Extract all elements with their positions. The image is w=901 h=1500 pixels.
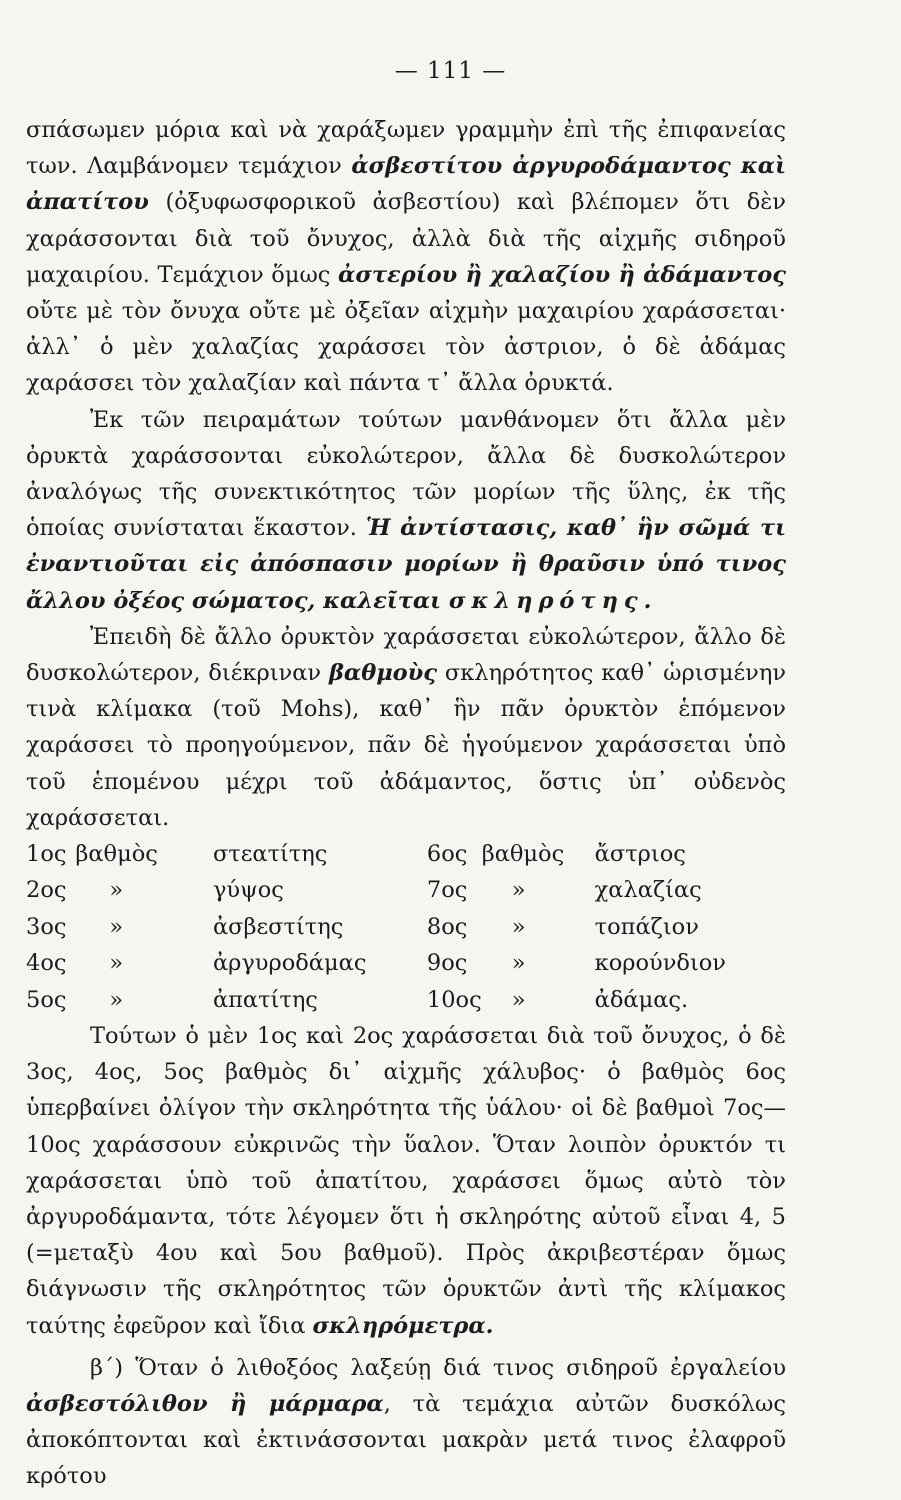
table-row: 4ος » ἀργυροδάμας 9ος » κορούνδιον <box>26 950 726 977</box>
page-text <box>26 112 786 1495</box>
term-hardness: σκληρότης. <box>448 587 658 614</box>
bold-term: ἀστερίου ἢ χαλαζίου ἢ ἀδάμαντος <box>338 261 787 288</box>
bold-term: ἀσβεστόλιθον ἢ μάρμαρα <box>26 1391 384 1418</box>
paragraph-1: σπάσωμεν μόρια καὶ νὰ χαράξωμεν γραμμὴν ἐπὶ τῆς ἐπιφανείας των. Λαμβάνομεν τεμάχιον ἀσβεστίτου ἀργυροδάμαντος καὶ ἀπατίτου (ὀξυφωσφορικοῦ ἀσβεστίου) καὶ βλέπομεν ὅτι δὲν χαράσσονται διὰ τοῦ ὄνυχος, ἀλλὰ διὰ τῆς αἰχμῆς σιδηροῦ μαχαιρίου. Τεμάχιον ὅμως ἀστερίου ἢ χαλαζίου ἢ ἀδάμαντος οὔτε μὲ τὸν ὄνυχα οὔτε μὲ ὀξεῖαν αἰχμὴν μαχαιρίου χαράσσεται· ἀλλ᾽ ὁ μὲν χαλαζίας χαράσσει τὸν ἀστριον, ὁ δὲ ἀδάμας χαράσσει τὸν χαλαζίαν καὶ πάντα τ᾽ ἄλλα ὀρυκτά. <box>26 117 787 397</box>
bold-term: βαθμοὺς <box>328 660 437 687</box>
paragraph-5: β΄) Ὅταν ὁ λιθοξόος λαξεύῃ διά τινος σιδηροῦ ἐργαλείου ἀσβεστόλιθον ἢ μάρμαρα, τὰ τεμάχια αὐτῶν δυσκόλως ἀποκόπτονται καὶ ἐκτινάσσονται μακρὰν μετά τινος ἐλαφροῦ κρότου <box>26 1354 786 1490</box>
table-row: 2ος » γύψος 7ος » χαλαζίας <box>26 877 702 904</box>
paragraph-4: Τούτων ὁ μὲν 1ος καὶ 2ος χαράσσεται διὰ τοῦ ὄνυχος, ὁ δὲ 3ος, 4ος, 5ος βαθμὸς δι᾽ αἰχμῆς χάλυβος· ὁ βαθμὸς 6ος ὑπερβαίνει ὀλίγον τὴν σκληρότητα τῆς ὑάλου· οἱ δὲ βαθμοὶ 7ος—10ος χαράσσουν εὐκρινῶς τὴν ὕαλον. Ὅταν λοιπὸν ὀρυκτόν τι χαράσσεται ὑπὸ τοῦ ἀπατίτου, χαράσσει ὅμως αὐτὸ τὸν ἀργυροδάμαντα, τότε λέγομεν ὅτι ἡ σκληρότης αὐτοῦ εἶναι 4, 5 (=μεταξὺ 4ου καὶ 5ου βαθμοῦ). Πρὸς ἀκριβεστέραν ὅμως διάγνωσιν τῆς σκληρότητος τῶν ὀρυκτῶν ἀντὶ τῆς κλίμακος ταύτης ἐφεῦρον καὶ ἴδια σκληρόμετρα. <box>26 1023 786 1339</box>
table-row: 1ος βαθμὸς στεατίτης 6ος βαθμὸς ἄστριος <box>26 841 686 868</box>
bold-term: σκληρόμετρα. <box>312 1312 494 1339</box>
paragraph-2: Ἐκ τῶν πειραμάτων τούτων μανθάνομεν ὅτι ἄλλα μὲν ὀρυκτὰ χαράσσονται εὐκολώτερον, ἄλλα δὲ δυσκολώτερον ἀναλόγως τῆς συνεκτικότητος τῶν μορίων τῆς ὕλης, ἐκ τῆς ὁποίας συνίσταται ἕκαστον. Ἡ ἀντίστασις, καθ᾽ ἣν σῶμά τι ἐναντιοῦται εἰς ἀπόσπασιν μορίων ἢ θραῦσιν ὑπό τινος ἄλλου ὀξέος σώματος, καλεῖται σκληρότης. <box>26 406 786 614</box>
table-row: 5ος » ἀπατίτης 10ος » ἀδάμας. <box>26 986 689 1013</box>
table-row: 3ος » ἀσβεστίτης 8ος » τοπάζιον <box>26 913 699 940</box>
paragraph-3: Ἐπειδὴ δὲ ἄλλο ὀρυκτὸν χαράσσεται εὐκολώτερον, ἄλλο δὲ δυσκολώτερον, διέκριναν βαθμοὺς σκληρότητος καθ᾽ ὡρισμένην τινὰ κλίμακα (τοῦ Mohs), καθ᾽ ἣν πᾶν ὀρυκτὸν ἑπόμενον χαράσσει τὸ προηγούμενον, πᾶν δὲ ἡγούμενον χαράσσεται ὑπὸ τοῦ ἑπομένου μέχρι τοῦ ἀδάμαντος, ὅστις ὑπ᾽ οὐδενὸς χαράσσεται. <box>26 623 786 831</box>
page-number: — 111 — <box>394 58 507 84</box>
bold-term: ἀσβεστίτου ἀργυροδάμαντος καὶ ἀπατίτου <box>26 153 786 216</box>
mohs-scale-table <box>26 836 726 1018</box>
hardness-definition: Ἡ ἀντίστασις, καθ᾽ ἣν σῶμά τι ἐναντιοῦται εἰς ἀπόσπασιν μορίων ἢ θραῦσιν ὑπό τινος ἄλλου ὀξέος σώματος, καλεῖται <box>26 515 786 614</box>
